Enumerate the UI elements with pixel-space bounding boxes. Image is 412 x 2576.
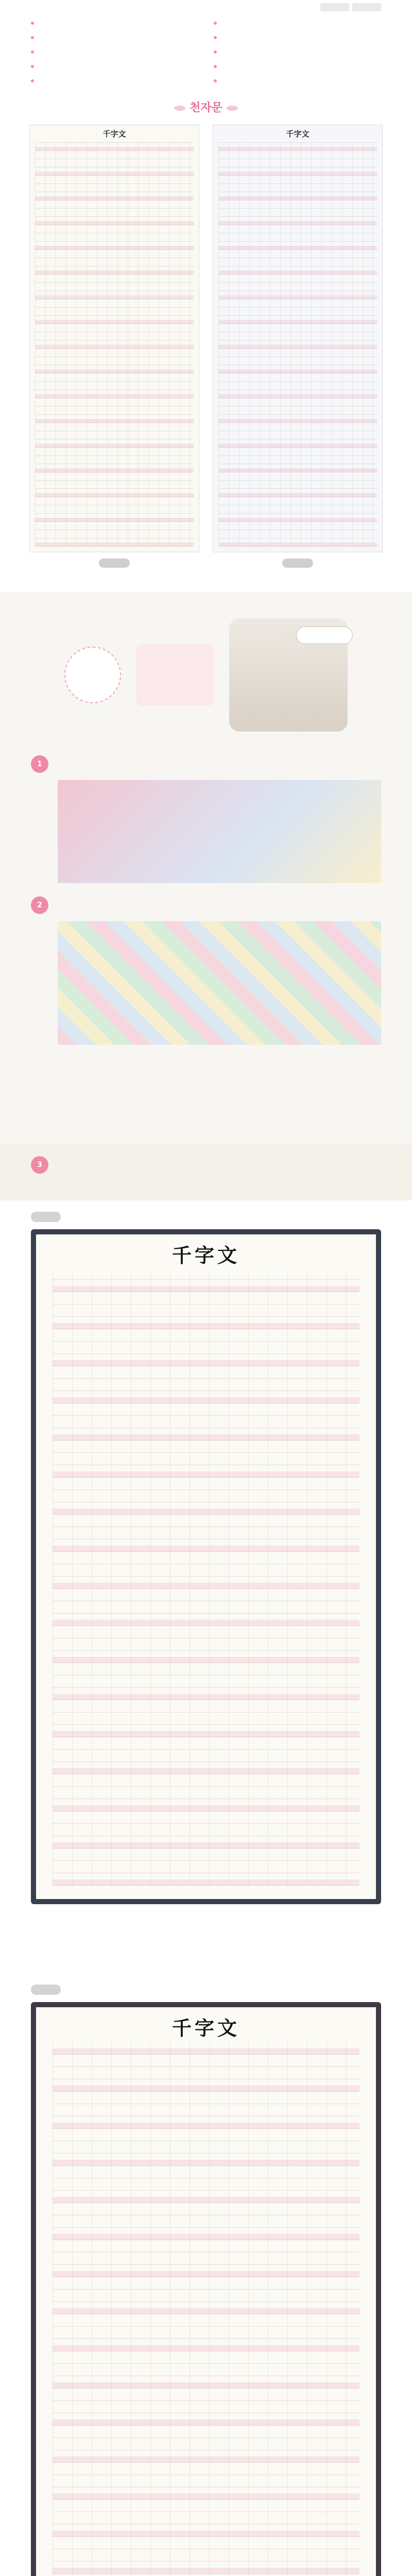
spec-row xyxy=(214,46,381,58)
row-highlights xyxy=(53,2042,359,2576)
bullet-icon xyxy=(214,65,217,68)
spec-row xyxy=(31,18,198,29)
front-thumbnail xyxy=(29,125,199,568)
front-poster-preview xyxy=(29,125,199,552)
features-section xyxy=(0,592,412,1144)
bullet-icon xyxy=(214,50,217,54)
coating-photo xyxy=(58,780,381,883)
bullet-icon xyxy=(31,79,34,82)
front-caption xyxy=(99,558,130,568)
back-tag xyxy=(31,1985,61,1995)
bullet-icon xyxy=(31,50,34,54)
feature-item xyxy=(31,755,381,883)
spec-row xyxy=(31,61,198,72)
back-poster xyxy=(36,2007,376,2576)
spec-row xyxy=(31,75,198,87)
feature-number: 1 xyxy=(31,755,48,773)
spec-row xyxy=(214,18,381,29)
back-thumbnail xyxy=(213,125,383,568)
poster-title: 千字文 xyxy=(286,129,310,139)
feature-number: 3 xyxy=(31,1156,48,1174)
poster-title: 千字文 xyxy=(171,1244,240,1267)
feature-number: 2 xyxy=(31,896,48,914)
back-poster-frame xyxy=(31,2002,381,2576)
brand-logo xyxy=(320,3,349,11)
bullet-icon xyxy=(31,22,34,25)
spec-row xyxy=(214,32,381,43)
poster-thumbnails xyxy=(31,125,381,568)
hero-title: 천자문 xyxy=(31,99,381,115)
front-detail-section xyxy=(0,1200,412,1973)
bullet-icon xyxy=(31,36,34,39)
spec-table xyxy=(31,18,381,87)
feature-text xyxy=(58,896,381,915)
brand-logos xyxy=(320,3,381,11)
kids-illustration xyxy=(136,644,214,706)
features-header xyxy=(0,608,412,742)
brand-logo xyxy=(352,3,381,11)
bullet-icon xyxy=(214,22,217,25)
spec-section xyxy=(0,0,412,592)
back-caption xyxy=(282,558,313,568)
row-highlights xyxy=(53,1269,359,1886)
pattern-sheets-photo xyxy=(58,921,381,1045)
spec-row xyxy=(214,61,381,72)
poster-title: 千字文 xyxy=(102,129,126,139)
bullet-icon xyxy=(214,79,217,82)
row-highlights xyxy=(218,142,377,547)
front-poster-frame xyxy=(31,1229,381,1904)
front-tag xyxy=(31,1212,61,1222)
bullet-icon xyxy=(31,65,34,68)
speech-bubble xyxy=(296,626,353,644)
feature-item xyxy=(31,896,381,1045)
notice-banner xyxy=(0,1144,412,1200)
spec-row xyxy=(31,32,198,43)
bullet-icon xyxy=(214,36,217,39)
spec-row xyxy=(214,75,381,87)
poster-title: 千字文 xyxy=(171,2017,240,2040)
feature-text xyxy=(58,755,381,774)
back-poster-preview xyxy=(213,125,383,552)
spec-row xyxy=(31,46,198,58)
baby-photo xyxy=(229,618,348,732)
features-badge xyxy=(64,647,121,703)
row-highlights xyxy=(35,142,194,547)
front-poster xyxy=(36,1234,376,1899)
back-detail-section xyxy=(0,1973,412,2576)
